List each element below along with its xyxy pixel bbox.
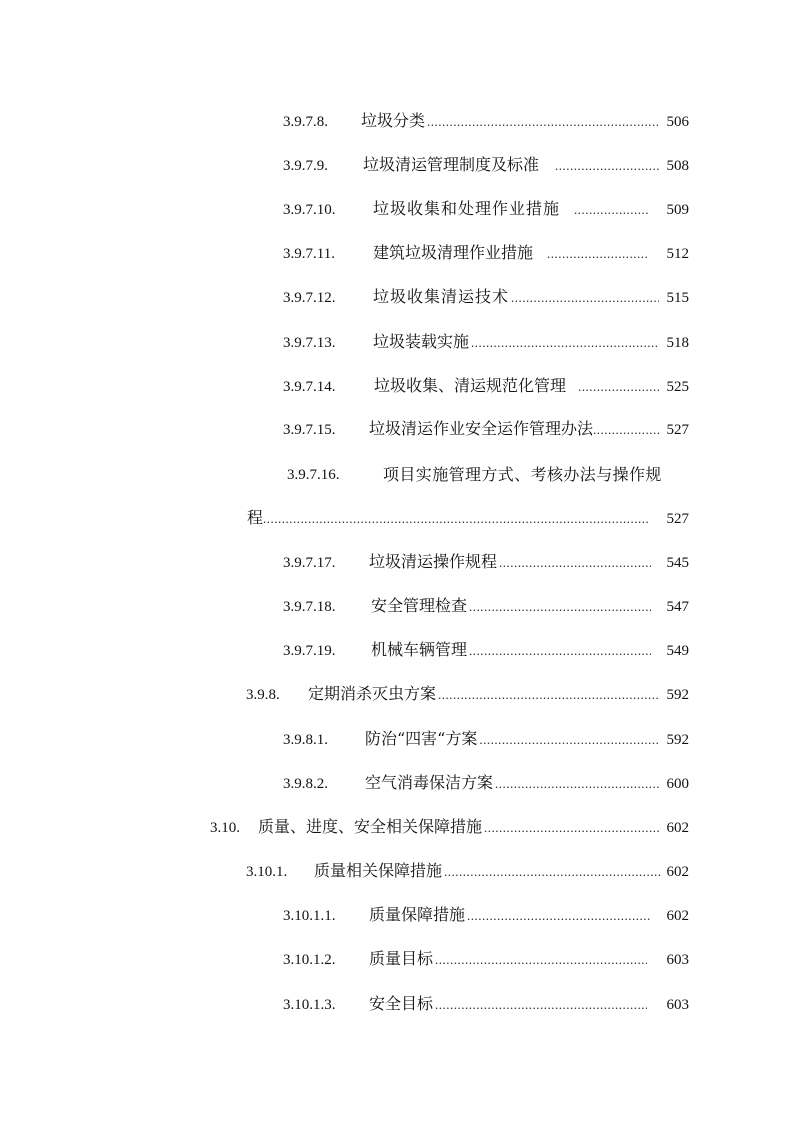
toc-entry-title: 质量相关保障措施 <box>314 861 443 880</box>
toc-entry-number: 3.9.7.14. <box>283 379 336 395</box>
toc-entry-title: 程 <box>247 508 264 527</box>
toc-entry-number: 3.9.8.1. <box>283 732 328 748</box>
toc-leader-dots <box>427 112 659 132</box>
toc-entry-title: 定期消杀灭虫方案 <box>308 684 437 703</box>
toc-page-number: 602 <box>666 864 689 880</box>
toc-page-number: 592 <box>666 687 689 703</box>
toc-entry-title: 建筑垃圾清理作业措施 <box>373 243 534 262</box>
toc-entry-number: 3.9.7.10. <box>283 202 336 218</box>
toc-leader-dots <box>471 333 659 353</box>
toc-page-number: 506 <box>666 114 689 130</box>
toc-page-number: 527 <box>666 511 689 527</box>
toc-leader-dots <box>511 288 659 308</box>
toc-entry-title: 垃圾装载实施 <box>373 332 470 351</box>
toc-entry-title: 质量、进度、安全相关保障措施 <box>258 817 483 836</box>
toc-entry-title: 空气消毒保洁方案 <box>365 773 494 792</box>
toc-leader-dots <box>444 862 661 882</box>
toc-leader-dots <box>484 818 661 838</box>
toc-entry[interactable] <box>283 949 689 970</box>
toc-entry-title: 机械车辆管理 <box>371 640 468 659</box>
toc-entry[interactable] <box>283 552 689 573</box>
toc-entry[interactable] <box>283 773 689 794</box>
toc-entry[interactable] <box>246 684 689 705</box>
toc-leader-dots <box>435 950 647 970</box>
toc-entry-number: 3.9.7.19. <box>283 643 336 659</box>
toc-leader-dots <box>263 509 649 529</box>
toc-leader-dots <box>499 553 651 573</box>
toc-leader-dots <box>479 730 659 750</box>
toc-entry[interactable] <box>283 905 689 926</box>
toc-entry-number: 3.10.1.2. <box>283 952 336 968</box>
toc-page-number: 592 <box>666 732 689 748</box>
toc-leader-dots <box>435 995 647 1015</box>
toc-page-number: 549 <box>666 643 689 659</box>
toc-entry-number: 3.9.7.16. <box>287 467 340 483</box>
toc-entry-number: 3.9.7.9. <box>283 158 328 174</box>
toc-leader-dots <box>547 244 649 264</box>
toc-entry-title: 垃圾分类 <box>361 111 426 130</box>
toc-leader-dots <box>469 597 651 617</box>
toc-entry-title: 垃圾清运作业安全运作管理办法 <box>369 419 594 438</box>
toc-leader-dots <box>467 906 651 926</box>
toc-leader-dots <box>555 156 659 176</box>
toc-entry-title: 质量目标 <box>369 949 434 968</box>
toc-entry[interactable] <box>283 994 689 1015</box>
toc-entry-title: 垃圾收集和处理作业措施 <box>373 199 561 218</box>
toc-entry-title: 质量保障措施 <box>369 905 466 924</box>
toc-entry-number: 3.9.7.12. <box>283 290 336 306</box>
toc-entry[interactable] <box>283 640 689 661</box>
toc-entry[interactable] <box>283 155 689 176</box>
toc-page-number: 603 <box>666 952 689 968</box>
toc-entry[interactable] <box>283 332 689 353</box>
toc-entry-number: 3.9.7.15. <box>283 422 336 438</box>
toc-entry-title: 垃圾清运操作规程 <box>369 552 498 571</box>
toc-page-number: 602 <box>666 820 689 836</box>
toc-entry-title: 安全管理检查 <box>371 596 468 615</box>
toc-entry-title: 安全目标 <box>369 994 434 1013</box>
toc-entry-number: 3.10.1. <box>246 864 288 880</box>
toc-leader-dots <box>574 200 649 220</box>
toc-page-number: 518 <box>666 335 689 351</box>
toc-entry[interactable] <box>283 376 689 397</box>
toc-page-number: 603 <box>666 997 689 1013</box>
toc-entry-number: 3.9.7.13. <box>283 335 336 351</box>
toc-entry-number: 3.10.1.3. <box>283 997 336 1013</box>
toc-page-number: 525 <box>666 379 689 395</box>
toc-entry-number: 3.10.1.1. <box>283 908 336 924</box>
toc-page-number: 602 <box>666 908 689 924</box>
toc-entry[interactable] <box>283 419 689 440</box>
toc-entry[interactable] <box>283 287 689 308</box>
toc-entry-number: 3.9.7.18. <box>283 599 336 615</box>
toc-leader-dots <box>578 377 661 397</box>
toc-leader-dots <box>469 641 651 661</box>
toc-page-number: 509 <box>666 202 689 218</box>
toc-entry[interactable] <box>283 596 689 617</box>
toc-entry-number: 3.9.8. <box>246 687 280 703</box>
toc-page-number: 508 <box>666 158 689 174</box>
toc-entry-number: 3.9.7.17. <box>283 555 336 571</box>
toc-entry[interactable] <box>283 243 689 264</box>
toc-entry[interactable] <box>287 465 662 485</box>
toc-page-number: 515 <box>666 290 689 306</box>
toc-entry-title: 垃圾收集清运技术 <box>373 287 510 306</box>
toc-page-number: 547 <box>666 599 689 615</box>
toc-leader-dots <box>495 774 661 794</box>
toc-entry-continuation[interactable] <box>247 508 689 529</box>
toc-entry[interactable] <box>283 111 689 132</box>
toc-page-number: 512 <box>666 246 689 262</box>
toc-entry-title: 防治“四害“方案 <box>365 729 478 748</box>
toc-leader-dots <box>593 420 661 440</box>
toc-entry[interactable] <box>283 729 689 750</box>
toc-entry[interactable] <box>283 199 689 220</box>
toc-page-number: 527 <box>666 422 689 438</box>
toc-entry-number: 3.9.7.11. <box>283 246 335 262</box>
toc-page-number: 545 <box>666 555 689 571</box>
toc-entry-number: 3.10. <box>210 820 240 836</box>
toc-entry-title: 项目实施管理方式、考核办法与操作规 <box>383 465 662 484</box>
toc-entry[interactable] <box>246 861 689 882</box>
toc-entry-number: 3.9.7.8. <box>283 114 328 130</box>
toc-entry[interactable] <box>210 817 689 838</box>
toc-entry-title: 垃圾清运管理制度及标准 <box>363 155 540 174</box>
toc-page-number: 600 <box>666 776 689 792</box>
toc-entry-number: 3.9.8.2. <box>283 776 328 792</box>
toc-leader-dots <box>438 685 659 705</box>
toc-entry-title: 垃圾收集、清运规范化管理 <box>374 376 567 395</box>
